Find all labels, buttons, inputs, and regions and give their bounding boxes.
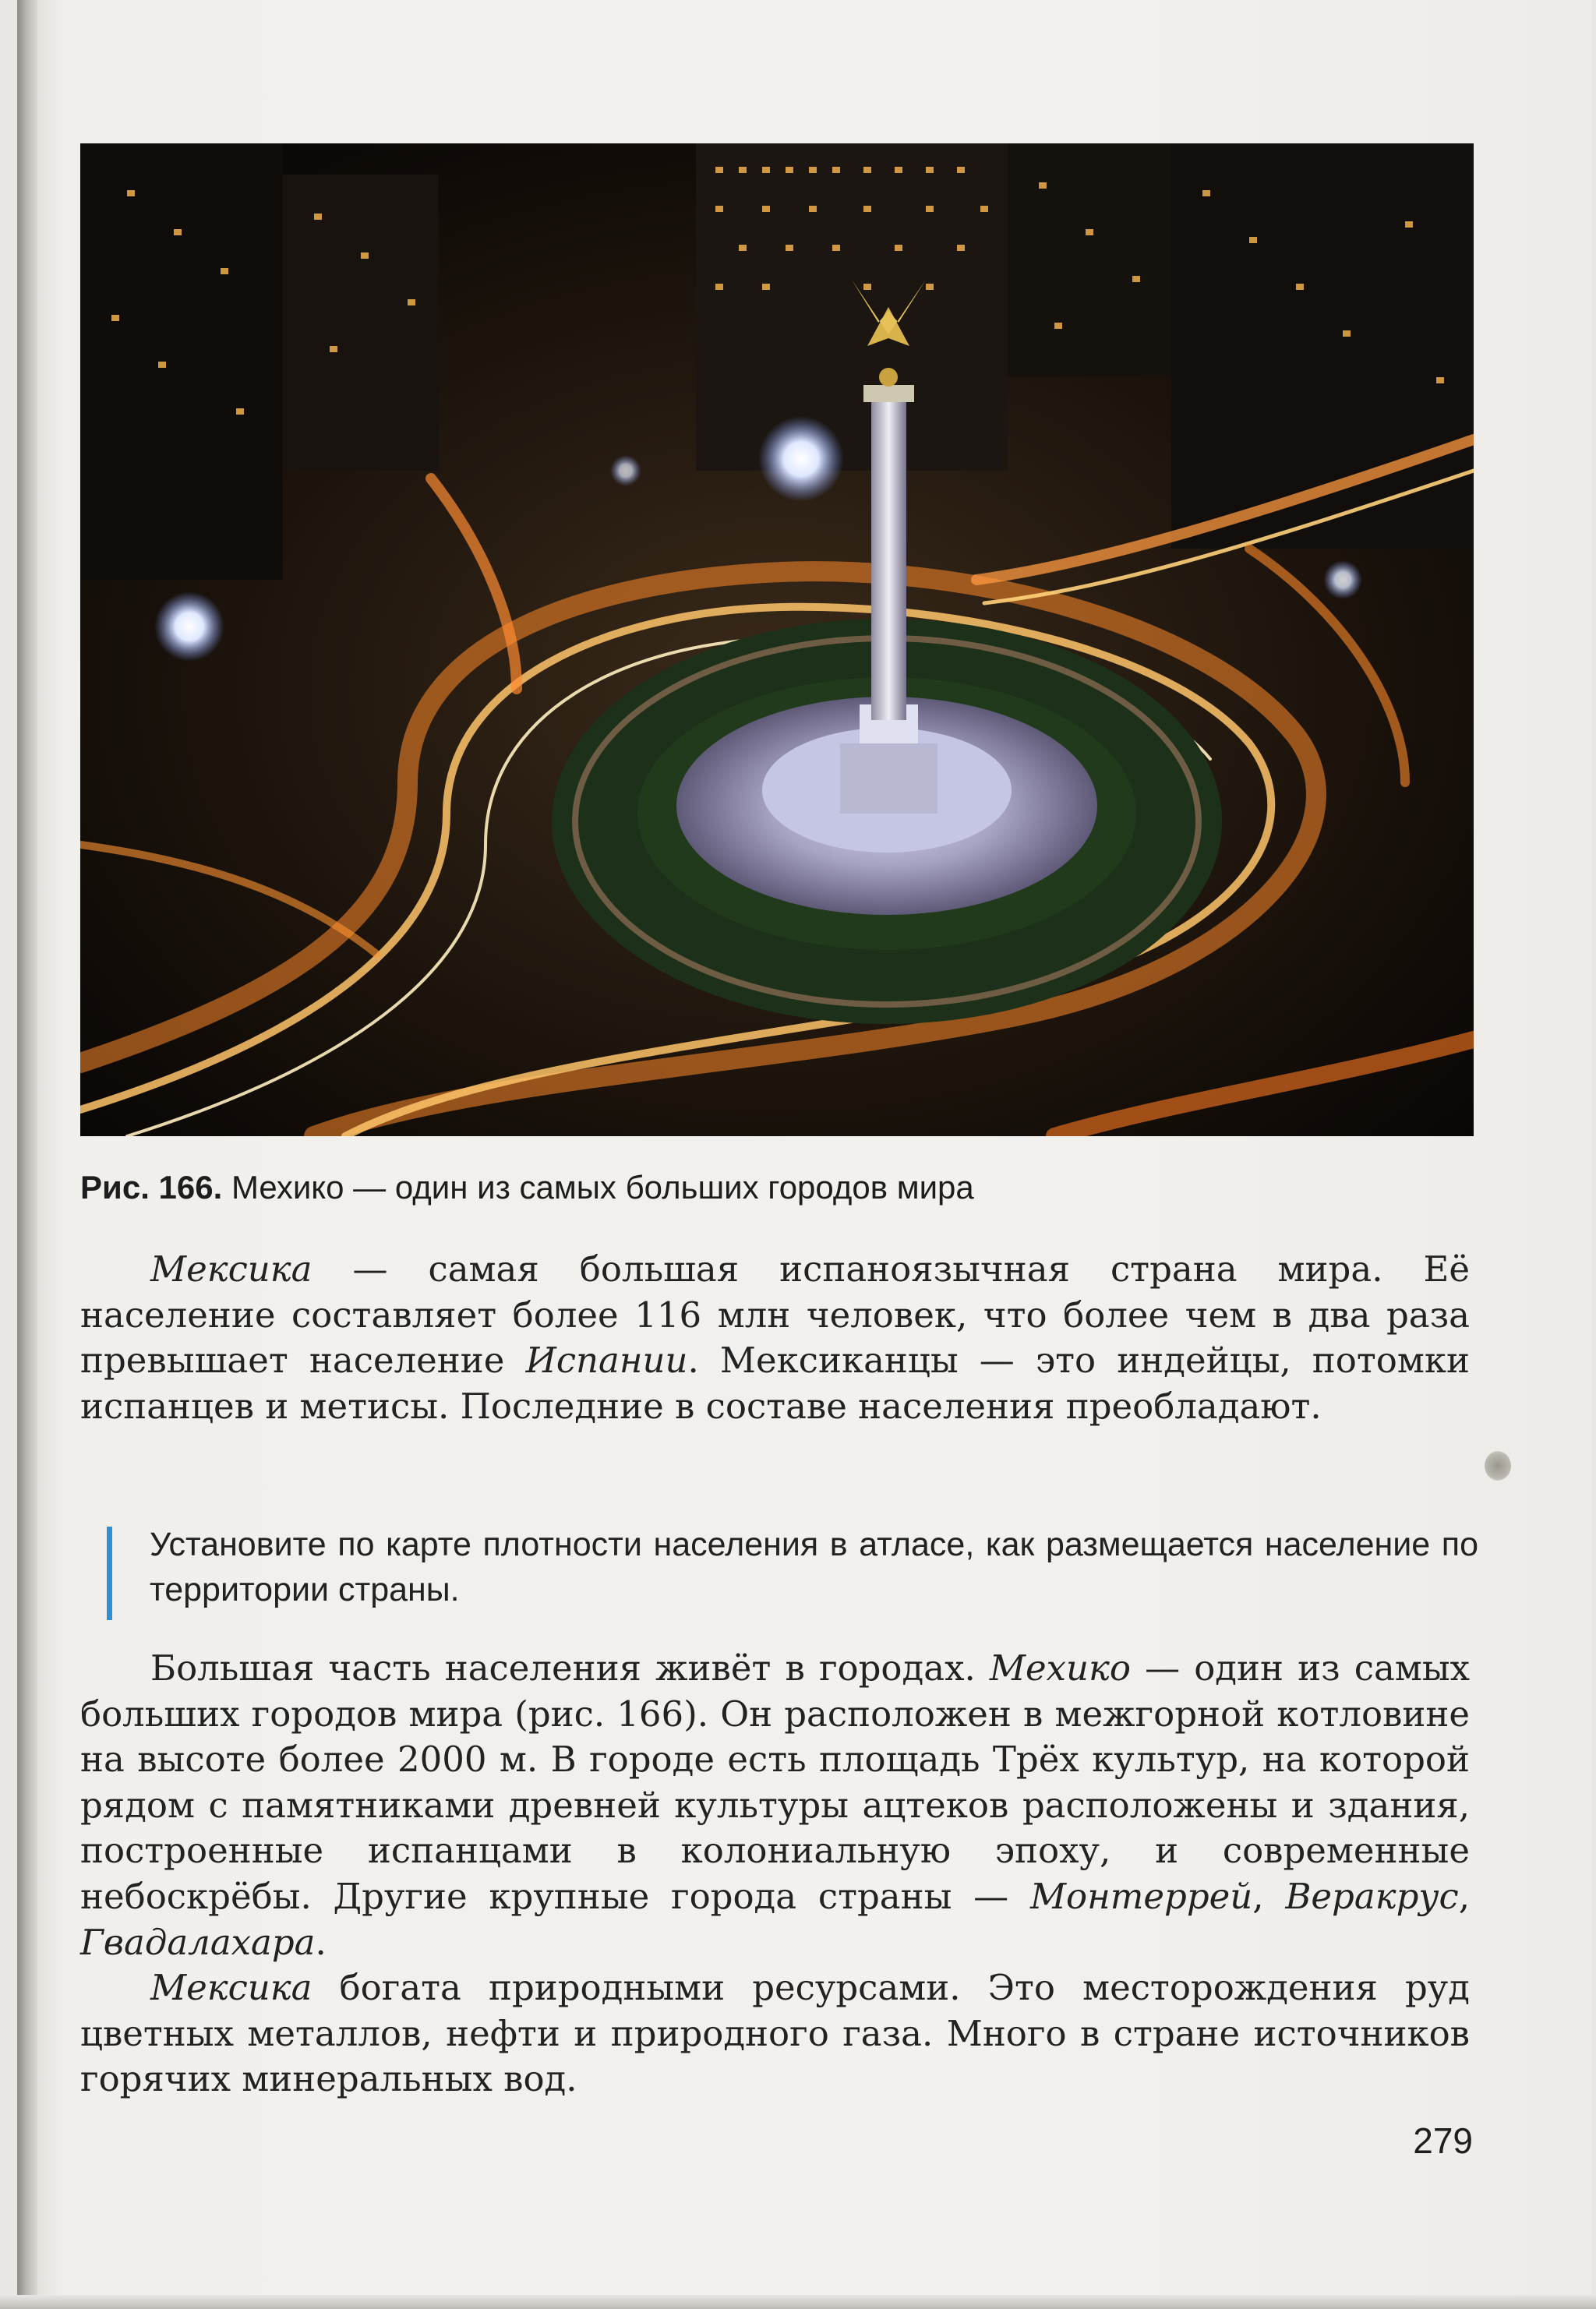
paragraph-text: богата природными ресурсами. Это месторождения руд цветных металлов, нефти и природного газа. Много в стране источников горячих минеральных вод.	[80, 1967, 1470, 2100]
figure-caption	[80, 1167, 1483, 1208]
ink-spot	[1485, 1451, 1511, 1481]
night-roundabout-illustration	[80, 143, 1474, 1136]
mexico-city-photo	[80, 143, 1474, 1136]
separator: ,	[1458, 1875, 1470, 1917]
paragraph-mexico-population	[80, 1247, 1470, 1429]
term-veracruz: Веракрус	[1285, 1875, 1459, 1917]
page-bottom-edge	[0, 2295, 1596, 2309]
paragraph-text: — один из самых больших городов мира (рис. 166). Он расположен в межгорной котловине на высоте более 2000 м. В городе есть площадь Трёх культур, на которой рядом с памятниками древней культуры ацтеков расположены и здания, построенные испанцами в колониальную эпоху, и современные небоскрёбы. Другие крупные города страны —	[80, 1647, 1471, 1917]
term-mexico-city: Мехико	[989, 1647, 1131, 1689]
task-block	[107, 1522, 1478, 1623]
term-mexico: Мексика	[150, 1248, 312, 1290]
page-binding-edge	[17, 0, 37, 2309]
paragraph-text: Большая часть населения живёт в городах.	[150, 1647, 990, 1689]
term-spain: Испании	[525, 1340, 688, 1382]
term-monterrey: Монтеррей	[1029, 1875, 1253, 1917]
figure-caption-text: Мехико — один из самых больших городов мира	[222, 1169, 974, 1206]
paragraph-text: .	[315, 1921, 327, 1963]
paragraph-text: — самая большая испаноязычная страна мира. Её население составляет более 116 млн человек, что более чем в два раза превышает население	[80, 1248, 1470, 1382]
paragraph-mexico-cities	[80, 1646, 1470, 1965]
paragraph-mexico-resources	[80, 1965, 1470, 2102]
page-number: 279	[1413, 2120, 1473, 2161]
paragraph-text: . Мексиканцы — это индейцы, потомки испанцев и метисы. Последние в составе населения преобладают.	[80, 1340, 1471, 1427]
term-mexico: Мексика	[150, 1967, 312, 2008]
figure-label: Рис. 166.	[80, 1169, 223, 1206]
term-guadalajara: Гвадалахара	[80, 1921, 316, 1963]
task-marker-bar	[107, 1527, 112, 1620]
task-text: Установите по карте плотности населения в атласе, как размещается население по территории страны.	[150, 1526, 1478, 1608]
separator: ,	[1252, 1875, 1286, 1917]
